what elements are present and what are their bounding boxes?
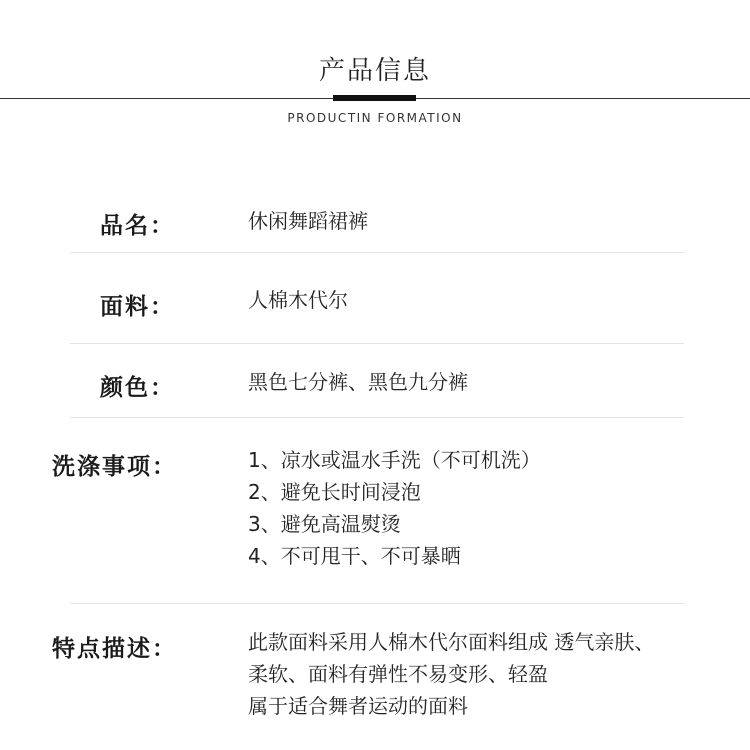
page-subtitle: PRODUCTIN FORMATION <box>287 111 463 125</box>
value-line: 3、避免高温熨烫 <box>248 512 401 536</box>
value-features <box>248 626 654 722</box>
row-divider <box>70 417 684 418</box>
label-fabric: 面料： <box>100 294 175 320</box>
row-divider <box>70 252 684 253</box>
value-line: 人棉木代尔 <box>248 288 348 312</box>
value-product-name <box>248 205 368 237</box>
value-line: 柔软、面料有弹性不易变形、轻盈 <box>248 662 548 686</box>
header-accent-bar <box>333 95 416 101</box>
value-line: 1、凉水或温水手洗（不可机洗） <box>248 448 541 472</box>
value-color <box>248 366 468 398</box>
value-line: 2、避免长时间浸泡 <box>248 480 421 504</box>
label-features: 特点描述： <box>52 636 177 662</box>
value-line: 黑色七分裤、黑色九分裤 <box>248 370 468 394</box>
row-divider <box>70 603 684 604</box>
value-line: 休闲舞蹈裙裤 <box>248 209 368 233</box>
value-washing <box>248 444 541 572</box>
row-divider <box>70 343 684 344</box>
value-line: 属于适合舞者运动的面料 <box>248 694 468 718</box>
label-color: 颜色： <box>100 375 175 401</box>
label-washing: 洗涤事项： <box>52 454 177 480</box>
value-line: 此款面料采用人棉木代尔面料组成 透气亲肤、 <box>248 630 655 654</box>
value-line: 4、不可甩干、不可暴晒 <box>248 544 461 568</box>
page-title: 产品信息 <box>318 56 431 86</box>
label-product-name: 品名： <box>100 213 175 239</box>
value-fabric <box>248 284 348 316</box>
